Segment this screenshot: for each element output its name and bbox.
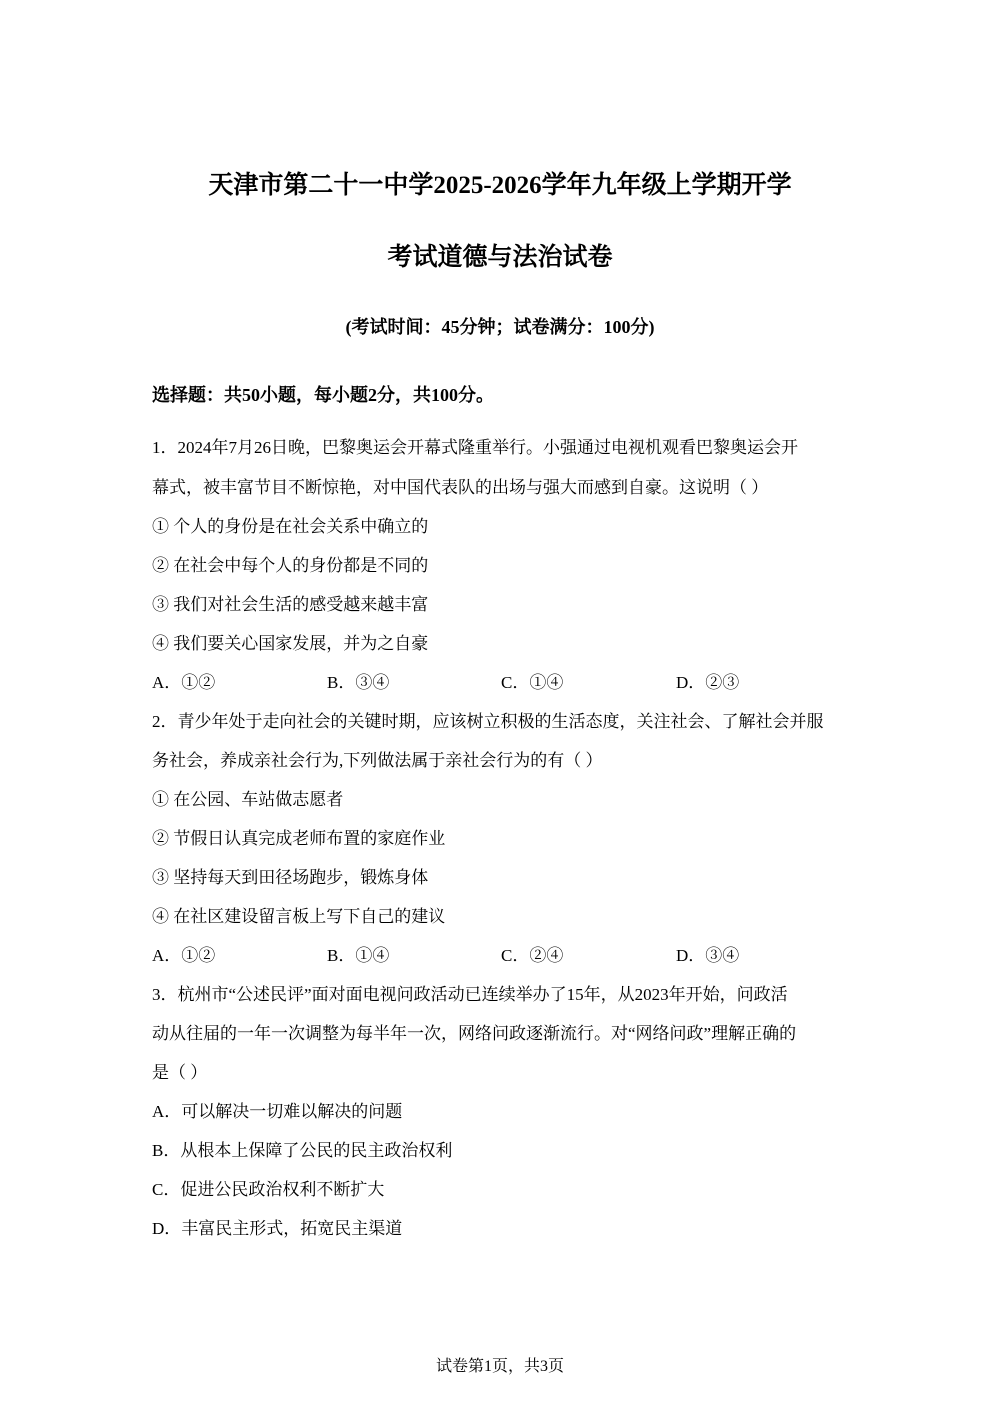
question-2-statement-3: ③ 坚持每天到田径场跑步，锻炼身体	[152, 868, 429, 887]
question-3-stem-line-3: 是（ ）	[152, 1063, 208, 1082]
question-2-option-b: B．①④	[327, 946, 390, 965]
question-1-option-c: C．①④	[501, 673, 564, 692]
question-2-stem-line-2: 务社会，养成亲社会行为,下列做法属于亲社会行为的有（ ）	[152, 751, 603, 770]
question-3-stem-line-2: 动从往届的一年一次调整为每半年一次，网络问政逐渐流行。对“网络问政”理解正确的	[152, 1024, 797, 1043]
question-1-option-d: D．②③	[676, 673, 740, 692]
question-1-statement-4: ④ 我们要关心国家发展，并为之自豪	[152, 634, 429, 653]
page-footer: 试卷第1页，共3页	[435, 1358, 564, 1375]
question-3-option-c: C．促进公民政治权利不断扩大	[152, 1180, 385, 1199]
question-1-statement-2: ② 在社会中每个人的身份都是不同的	[152, 556, 429, 575]
question-1-option-a: A．①②	[152, 673, 216, 692]
question-2-statement-2: ② 节假日认真完成老师布置的家庭作业	[152, 829, 446, 848]
question-1-option-b: B．③④	[327, 673, 390, 692]
question-2-statement-1: ① 在公园、车站做志愿者	[152, 790, 344, 809]
section-heading: 选择题：共50小题，每小题2分，共100分。	[152, 385, 494, 405]
exam-title-line1: 天津市第二十一中学2025-2026学年九年级上学期开学	[208, 172, 792, 199]
question-2-statement-4: ④ 在社区建设留言板上写下自己的建议	[152, 907, 446, 926]
question-2-option-d: D．③④	[676, 946, 740, 965]
question-3-option-a: A．可以解决一切难以解决的问题	[152, 1102, 403, 1121]
question-2-option-a: A．①②	[152, 946, 216, 965]
question-1-statement-1: ① 个人的身份是在社会关系中确立的	[152, 517, 429, 536]
question-3-stem-line-1: 3．杭州市“公述民评”面对面电视问政活动已连续举办了15年，从2023年开始，问政活	[152, 985, 788, 1004]
question-1-statement-3: ③ 我们对社会生活的感受越来越丰富	[152, 595, 429, 614]
question-1-stem-line-2: 幕式，被丰富节目不断惊艳，对中国代表队的出场与强大而感到自豪。这说明（ ）	[152, 478, 769, 497]
question-3-option-d: D．丰富民主形式，拓宽民主渠道	[152, 1219, 403, 1238]
exam-title-line2: 考试道德与法治试卷	[387, 244, 613, 271]
question-3-option-b: B．从根本上保障了公民的民主政治权利	[152, 1141, 453, 1160]
question-2-option-c: C．②④	[501, 946, 564, 965]
question-2-stem-line-1: 2．青少年处于走向社会的关键时期，应该树立积极的生活态度，关注社会、了解社会并服	[152, 712, 824, 731]
exam-subtitle: (考试时间：45分钟；试卷满分：100分)	[345, 317, 655, 337]
question-1-stem-line-1: 1．2024年7月26日晚，巴黎奥运会开幕式隆重举行。小强通过电视机观看巴黎奥运会开	[152, 438, 798, 457]
